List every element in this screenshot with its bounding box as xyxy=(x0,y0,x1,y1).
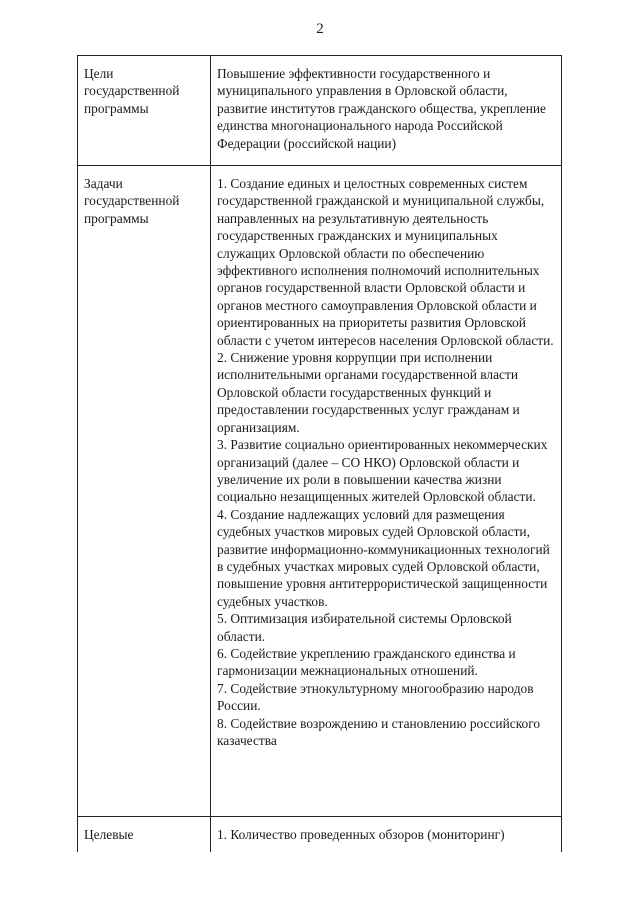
task-item-8: 8. Содействие возрождению и становлению российского казачества xyxy=(217,715,541,748)
row-label-targets: Целевые xyxy=(84,827,134,842)
task-item-2: 2. Снижение уровня коррупции при исполнении исполнительными органами государственной власти Орловской области государственных функций и предоставлении государственных услуг гражданам и организациям. xyxy=(217,350,520,435)
target-indicator-1: 1. Количество проведенных обзоров (мониторинг) xyxy=(217,827,505,842)
row-label-tasks: Задачи государственной программы xyxy=(84,176,180,226)
row-content-cell xyxy=(211,56,562,166)
row-content-cell xyxy=(211,166,562,817)
table-row-targets xyxy=(78,817,562,853)
table-row-tasks xyxy=(78,166,562,817)
table-row-goals xyxy=(78,56,562,166)
row-label-cell xyxy=(78,56,211,166)
row-content-cell xyxy=(211,817,562,853)
program-passport-table xyxy=(77,55,562,852)
page-number: 2 xyxy=(316,21,324,37)
task-item-7: 7. Содействие этнокультурному многообразию народов России. xyxy=(217,680,534,714)
task-item-6: 6. Содействие укреплению гражданского единства и гармонизации межнациональных отношений. xyxy=(217,645,516,679)
row-label-goals: Цели государственной программы xyxy=(84,66,180,116)
task-item-4: 4. Создание надлежащих условий для размещения судебных участков мировых судей Орловской области, развитие информационно-коммуникационных технологий в судебных участках мировых судей Орловской области, повышение уровня антитеррористической защищенности судебных участков. xyxy=(217,506,550,609)
task-item-1: 1. Создание единых и целостных современных систем государственной гражданской и муниципальной службы, направленных на результативную деятельность государственных гражданских и муниципальных служащих Орловской области по обеспечению эффективного исполнения полномочий исполнительных органов государственной власти Орловской области и органов местного самоуправления Орловской области и ориентированных на приоритеты развития Орловской области с учетом интересов населения Орловской области. xyxy=(217,176,554,348)
row-label-cell xyxy=(78,817,211,853)
goals-text: Повышение эффективности государственного и муниципального управления в Орловской области, развитие институтов гражданского общества, укрепление единства многонационального народа Российской Федерации (российской нации) xyxy=(217,66,546,151)
task-item-5: 5. Оптимизация избирательной системы Орловской области. xyxy=(217,611,512,644)
row-label-cell xyxy=(78,166,211,817)
task-item-3: 3. Развитие социально ориентированных некоммерческих организаций (далее – СО НКО) Орловской области и увеличение их роли в повышении качества жизни социально незащищенных жителей Орловской области. xyxy=(217,437,548,505)
